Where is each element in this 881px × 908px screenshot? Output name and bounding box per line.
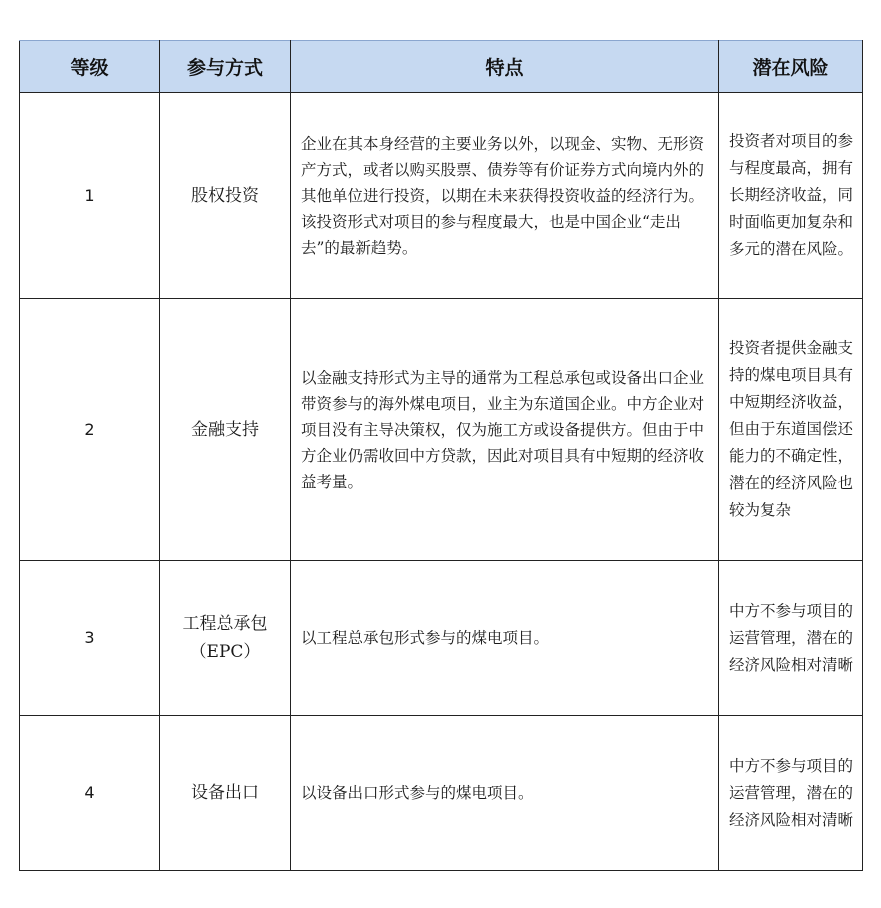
level-cell: 1 — [20, 93, 160, 299]
level-cell: 2 — [20, 299, 160, 561]
table-body — [20, 93, 863, 871]
features-cell: 以金融支持形式为主导的通常为工程总承包或设备出口企业带资参与的海外煤电项目，业主为东道国企业。中方企业对项目没有主导决策权，仅为施工方或设备提供方。但由于中方企业仍需收回中方贷款，因此对项目具有中短期的经济收益考量。 — [291, 299, 719, 561]
risk-cell: 中方不参与项目的运营管理，潜在的经济风险相对清晰 — [719, 561, 863, 716]
header-features: 特点 — [291, 41, 719, 93]
features-cell: 以工程总承包形式参与的煤电项目。 — [291, 561, 719, 716]
risk-cell: 中方不参与项目的运营管理，潜在的经济风险相对清晰 — [719, 716, 863, 871]
features-cell: 企业在其本身经营的主要业务以外，以现金、实物、无形资产方式，或者以购买股票、债券等有价证券方式向境内外的其他单位进行投资，以期在未来获得投资收益的经济行为。该投资形式对项目的参与程度最大，也是中国企业“走出去”的最新趋势。 — [291, 93, 719, 299]
method-abbreviation: （EPC） — [189, 642, 261, 662]
table-row — [20, 93, 863, 299]
table-row — [20, 299, 863, 561]
method-cell: 股权投资 — [160, 93, 291, 299]
table-row — [20, 561, 863, 716]
risk-cell: 投资者对项目的参与程度最高，拥有长期经济收益，同时面临更加复杂和多元的潜在风险。 — [719, 93, 863, 299]
header-method: 参与方式 — [160, 41, 291, 93]
comparison-table-container — [19, 40, 862, 871]
participation-methods-table — [19, 40, 863, 871]
features-cell: 以设备出口形式参与的煤电项目。 — [291, 716, 719, 871]
method-label: 工程总承包 — [182, 614, 268, 634]
level-cell: 4 — [20, 716, 160, 871]
header-level: 等级 — [20, 41, 160, 93]
method-cell: 设备出口 — [160, 716, 291, 871]
header-row — [20, 41, 863, 93]
level-cell: 3 — [20, 561, 160, 716]
table-row — [20, 716, 863, 871]
table-header — [20, 41, 863, 93]
method-cell — [160, 561, 291, 716]
header-risk: 潜在风险 — [719, 41, 863, 93]
method-cell: 金融支持 — [160, 299, 291, 561]
risk-cell: 投资者提供金融支持的煤电项目具有中短期经济收益，但由于东道国偿还能力的不确定性，潜在的经济风险也较为复杂 — [719, 299, 863, 561]
